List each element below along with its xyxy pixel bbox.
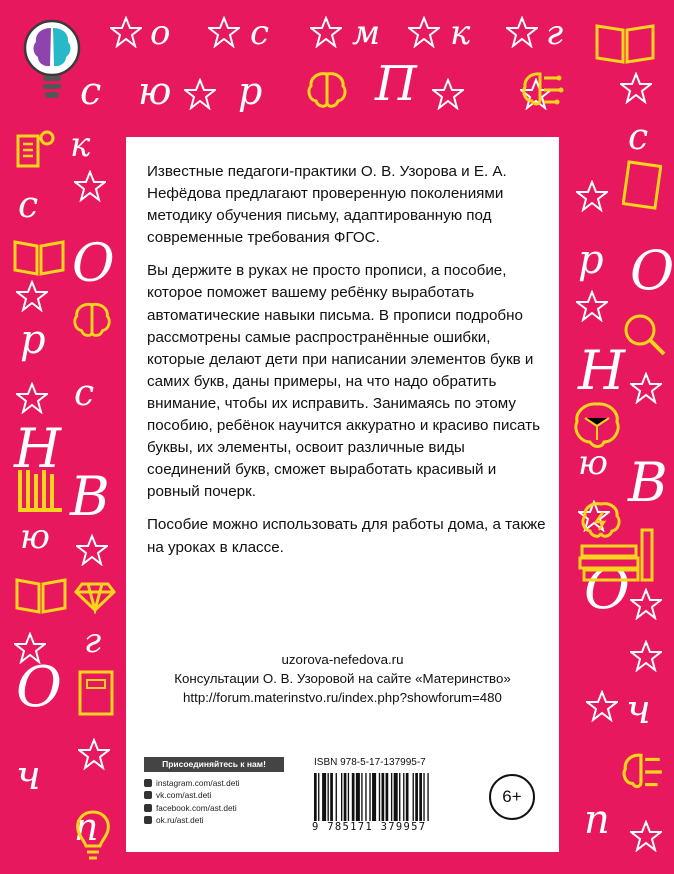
isbn-text: ISBN 978-5-17-137995-7 xyxy=(314,757,426,768)
star-icon xyxy=(630,820,662,852)
star-icon xyxy=(630,588,662,620)
star-icon xyxy=(14,632,46,664)
facebook-icon xyxy=(144,804,152,812)
brain-circuit-icon xyxy=(518,70,564,110)
star-icon xyxy=(16,280,48,312)
star-icon xyxy=(432,78,464,110)
deco-letter: п xyxy=(584,797,610,843)
barcode-bar xyxy=(423,773,424,821)
star-icon xyxy=(506,16,538,48)
deco-letter: Н xyxy=(14,417,62,480)
barcode-bar xyxy=(344,773,347,821)
star-icon xyxy=(586,690,618,722)
social-link-facebook[interactable]: facebook.com/ast.deti xyxy=(144,802,239,814)
barcode-bar xyxy=(356,773,360,821)
star-icon xyxy=(630,640,662,672)
site-link[interactable]: uzorova-nefedova.ru xyxy=(281,652,404,667)
star-icon xyxy=(16,382,48,414)
bookshelf-icon xyxy=(14,462,66,516)
barcode-bar xyxy=(419,773,422,821)
brain-circuit-icon xyxy=(618,750,666,794)
deco-letter: Н xyxy=(578,339,626,402)
barcode-bar xyxy=(322,773,326,821)
vk-icon xyxy=(144,791,152,799)
deco-letter: к xyxy=(70,125,91,165)
deco-letter: В xyxy=(628,451,668,514)
social-link-ok[interactable]: ok.ru/ast.deti xyxy=(144,814,239,826)
barcode-bar xyxy=(314,773,317,821)
deco-letter: г xyxy=(546,13,564,53)
age-rating-badge: 6+ xyxy=(489,774,535,820)
barcode-bar xyxy=(352,773,355,821)
barcode-bar xyxy=(372,773,376,821)
lightbulb-book-icon xyxy=(14,128,58,172)
annotation-text xyxy=(147,161,547,570)
barcode-bar xyxy=(336,773,337,821)
barcode-bar xyxy=(341,773,342,821)
barcode-bar xyxy=(415,773,418,821)
barcode-bar xyxy=(399,773,400,821)
social-heading: Присоединяйтесь к нам! xyxy=(144,757,284,772)
paragraph: Вы держите в руках не просто прописи, а пособие, которое поможет вашему ребёнку выработать автоматические навыки письма. В прописи подробно рассмотрены самые распространённые ошибки, которые делают дети при написании элементов букв и самих букв, даны примеры, на что надо обратить внимание, чтобы их исправить. Занимаясь по этому пособию, ребёнок научится аккуратно и красиво писать буквы, их элементы, освоит различные виды соединений букв, сможет выработать красивый и ровный почерк. xyxy=(147,262,540,501)
brain-bulb-icon xyxy=(70,805,116,864)
deco-letter: ч xyxy=(16,753,41,799)
deco-letter: с xyxy=(18,185,39,226)
deco-letter: р xyxy=(238,69,263,113)
barcode-bar xyxy=(365,773,366,821)
deco-letter: О xyxy=(16,655,62,720)
instagram-icon xyxy=(144,779,152,787)
brain-diamond-icon xyxy=(74,576,116,614)
barcode-bar xyxy=(379,773,380,821)
barcode-bar xyxy=(427,773,428,821)
barcode xyxy=(312,773,477,821)
notebook-icon xyxy=(622,160,662,210)
barcode-bar xyxy=(328,773,329,821)
barcode-bar xyxy=(391,773,392,821)
barcode-bar xyxy=(406,773,409,821)
deco-letter: с xyxy=(250,13,270,53)
deco-letter: О xyxy=(630,239,674,302)
deco-letter: О xyxy=(584,557,630,622)
brain-bulb-logo xyxy=(23,16,81,112)
brain-icon xyxy=(70,300,114,340)
deco-letter: с xyxy=(80,69,102,113)
ok-icon xyxy=(144,816,152,824)
star-icon xyxy=(110,16,142,48)
barcode-bar xyxy=(403,773,404,821)
brain-network-icon xyxy=(570,400,624,450)
star-icon xyxy=(630,372,662,404)
barcode-bar xyxy=(369,773,370,821)
deco-letter: м xyxy=(352,13,381,53)
star-icon xyxy=(76,534,108,566)
paragraph: Пособие можно использовать для работы дома, а также на уроках в классе. xyxy=(147,516,546,556)
deco-letter: В xyxy=(70,465,110,528)
social-link-instagram[interactable]: instagram.com/ast.deti xyxy=(144,777,239,789)
forum-link[interactable]: http://forum.materinstvo.ru/index.php?showforum=480 xyxy=(183,690,502,705)
books-stack-icon xyxy=(576,524,660,584)
notebook-icon xyxy=(76,668,116,718)
paragraph: Известные педагоги-практики О. В. Узорова и Е. А. Нефёдова предлагают проверенную поколениями методику обучения письму, адаптированную под современные требования ФГОС. xyxy=(147,163,507,247)
deco-letter: с xyxy=(74,373,95,414)
deco-letter: ю xyxy=(20,517,50,557)
deco-letter: о xyxy=(150,13,171,53)
social-link-vk[interactable]: vk.com/ast.deti xyxy=(144,789,239,801)
barcode-bar xyxy=(394,773,398,821)
barcode-bar xyxy=(386,773,389,821)
barcode-bar xyxy=(330,773,333,821)
barcode-bar xyxy=(318,773,319,821)
consult-text: Консультации О. В. Узоровой на сайте «Материнство» xyxy=(174,671,511,686)
deco-letter: п xyxy=(74,805,99,849)
barcode-number: 9 785171 379957 xyxy=(312,821,427,833)
star-icon xyxy=(184,78,216,110)
contact-info xyxy=(126,650,559,707)
deco-letter: О xyxy=(72,234,115,294)
brain-icon xyxy=(304,70,350,110)
text-panel xyxy=(126,137,559,852)
deco-letter: ю xyxy=(578,443,608,483)
deco-letter: ч xyxy=(626,687,651,733)
barcode-bar xyxy=(413,773,414,821)
deco-letter: к xyxy=(450,13,471,53)
open-book-icon xyxy=(14,576,68,616)
star-icon xyxy=(576,290,608,322)
brain-magnifier-icon xyxy=(620,310,668,358)
star-icon xyxy=(310,16,342,48)
barcode-bar xyxy=(348,773,349,821)
star-icon xyxy=(408,16,440,48)
open-book-icon xyxy=(12,238,66,278)
deco-letter: ю xyxy=(138,69,172,113)
barcode-bar xyxy=(382,773,385,821)
star-icon xyxy=(576,180,608,212)
deco-letter: г xyxy=(84,621,102,661)
deco-letter: с xyxy=(628,117,649,158)
star-icon xyxy=(208,16,240,48)
deco-letter: р xyxy=(578,237,604,283)
star-icon xyxy=(620,72,652,104)
social-links xyxy=(144,777,239,826)
deco-letter: П xyxy=(375,56,417,112)
star-icon xyxy=(78,738,110,770)
star-icon xyxy=(74,170,106,202)
deco-letter: р xyxy=(20,317,46,363)
open-book-icon xyxy=(594,20,656,66)
barcode-bar xyxy=(361,773,362,821)
